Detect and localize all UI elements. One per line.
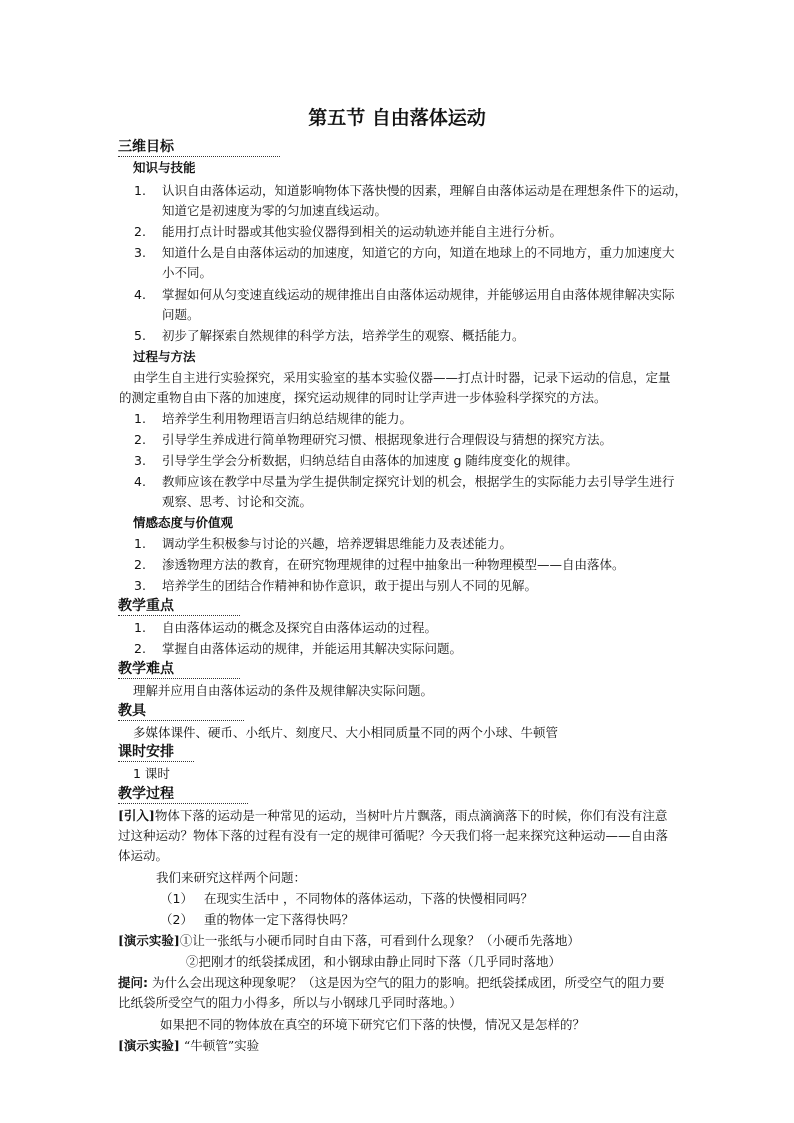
process-item-4-cont: 观察、思考、讨论和交流。: [162, 494, 313, 509]
heading-tools: 教具: [118, 702, 244, 721]
heading-difficulty: 教学难点: [118, 660, 240, 679]
demo-paragraph-2: [118, 1036, 259, 1056]
process-item-4: 教师应该在教学中尽量为学生提供制定探究计划的机会，根据学生的实际能力去引导学生进行: [162, 474, 675, 489]
subheading-process: 过程与方法: [133, 349, 196, 364]
attitude-item-2: 渗透物理方法的教育，在研究物理规律的过程中抽象出一种物理模型——自由落体。: [162, 557, 625, 572]
question-number: （2）: [160, 912, 193, 927]
key-point-2: 掌握自由落体运动的规律，并能运用其解决实际问题。: [162, 641, 463, 656]
knowledge-item-3-cont: 小不同。: [162, 265, 213, 280]
knowledge-item-1: 认识自由落体运动，知道影响物体下落快慢的因素，理解自由落体运动是在理想条件下的运动，: [162, 183, 688, 198]
key-point-1: 自由落体运动的概念及探究自由落体运动的过程。: [162, 620, 438, 635]
ask-paragraph: [118, 973, 664, 993]
list-number: 1.: [134, 536, 146, 551]
list-number: 1.: [134, 620, 146, 635]
demo-line-1: ①让一张纸与小硬币同时自由下落，可看到什么现象？（小硬币先落地）: [179, 933, 580, 948]
list-number: 1.: [134, 411, 146, 426]
process-intro-cont: 的测定重物自由下落的加速度，探究运动规律的同时让学声进一步体验科学探究的方法。: [119, 390, 607, 405]
list-number: 2.: [134, 432, 146, 447]
demo-tag: [演示实验]: [118, 933, 180, 948]
attitude-item-1: 调动学生积极参与讨论的兴趣，培养逻辑思维能力及表述能力。: [162, 536, 513, 551]
list-number: 2.: [134, 557, 146, 572]
knowledge-item-3: 知道什么是自由落体运动的加速度，知道它的方向，知道在地球上的不同地方，重力加速度大: [162, 245, 675, 260]
demo-tag: [演示实验]: [118, 1038, 180, 1053]
subheading-knowledge: 知识与技能: [133, 160, 196, 175]
ask-line-1: 为什么会出现这种现象呢？（这是因为空气的阻力的影响。把纸袋揉成团，所受空气的阻力要: [148, 975, 665, 990]
tools-text: 多媒体课件、硬币、小纸片、刻度尺、大小相同质量不同的两个小球、牛顿管: [133, 725, 559, 740]
list-number: 2.: [134, 224, 146, 239]
subheading-attitude: 情感态度与价值观: [133, 515, 234, 530]
knowledge-item-4-cont: 问题。: [162, 307, 200, 322]
heading-key-points: 教学重点: [118, 597, 240, 616]
heading-teaching-process: 教学过程: [118, 785, 248, 804]
knowledge-item-1-cont: 知道它是初速度为零的匀加速直线运动。: [162, 203, 388, 218]
question-1: 在现实生活中 ，不同物体的落体运动，下落的快慢相同吗？: [204, 891, 533, 906]
list-number: 3.: [134, 245, 146, 260]
demo-newton-tube: “牛顿管”实验: [179, 1038, 260, 1053]
heading-schedule: 课时安排: [118, 743, 194, 762]
intro-paragraph: [118, 806, 667, 826]
demo-line-2: ②把刚才的纸袋揉成团，和小钢球由静止同时下落（几乎同时落地）: [186, 954, 562, 969]
attitude-item-3: 培养学生的团结合作精神和协作意识，敢于提出与别人不同的见解。: [162, 578, 538, 593]
process-intro: 由学生自主进行实验探究，采用实验室的基本实验仪器——打点计时器，记录下运动的信息，定量: [133, 370, 671, 385]
page-title: 第五节 自由落体运动: [308, 107, 486, 129]
difficulty-text: 理解并应用自由落体运动的条件及规律解决实际问题。: [133, 683, 434, 698]
intro-line-1: 物体下落的运动是一种常见的运动，当树叶片片飘落，雨点滴滴落下的时候，你们有没有注意: [154, 808, 668, 823]
list-number: 2.: [134, 641, 146, 656]
question-2: 重的物体一定下落得快吗？: [204, 912, 355, 927]
intro-line-3: 体运动。: [118, 848, 169, 863]
intro-line-2: 过这种运动？物体下落的过程有没有一定的规律可循呢？今天我们将一起来探究这种运动——自由落: [118, 828, 669, 843]
question-number: （1）: [160, 891, 193, 906]
intro-tag: [引入]: [118, 808, 155, 823]
ask-line-2: 比纸袋所受空气的阻力小得多，所以与小钢球几乎同时落地。）: [118, 995, 462, 1010]
list-number: 4.: [134, 287, 146, 302]
knowledge-item-2: 能用打点计时器或其他实验仪器得到相关的运动轨迹并能自主进行分析。: [162, 224, 563, 239]
knowledge-item-5: 初步了解探索自然规律的科学方法，培养学生的观察、概括能力。: [162, 328, 525, 343]
process-item-2: 引导学生养成进行简单物理研究习惯、根据现象进行合理假设与猜想的探究方法。: [162, 432, 613, 447]
vacuum-question: 如果把不同的物体放在真空的环境下研究它们下落的快慢，情况又是怎样的？: [160, 1017, 586, 1032]
list-number: 5.: [134, 328, 146, 343]
demo-paragraph-1: [118, 931, 580, 951]
list-number: 4.: [134, 474, 146, 489]
process-item-3: 引导学生学会分析数据，归纳总结自由落体的加速度 g 随纬度变化的规律。: [162, 453, 578, 468]
study-text: 我们来研究这样两个问题：: [156, 870, 307, 885]
knowledge-item-4: 掌握如何从匀变速直线运动的规律推出自由落体运动规律，并能够运用自由落体规律解决实际: [162, 287, 675, 302]
process-item-1: 培养学生利用物理语言归纳总结规律的能力。: [162, 411, 413, 426]
list-number: 3.: [134, 453, 146, 468]
ask-tag: 提问:: [118, 975, 148, 990]
heading-goals: 三维目标: [118, 138, 280, 157]
list-number: 3.: [134, 578, 146, 593]
list-number: 1.: [134, 183, 146, 198]
schedule-text: 1 课时: [133, 766, 170, 781]
